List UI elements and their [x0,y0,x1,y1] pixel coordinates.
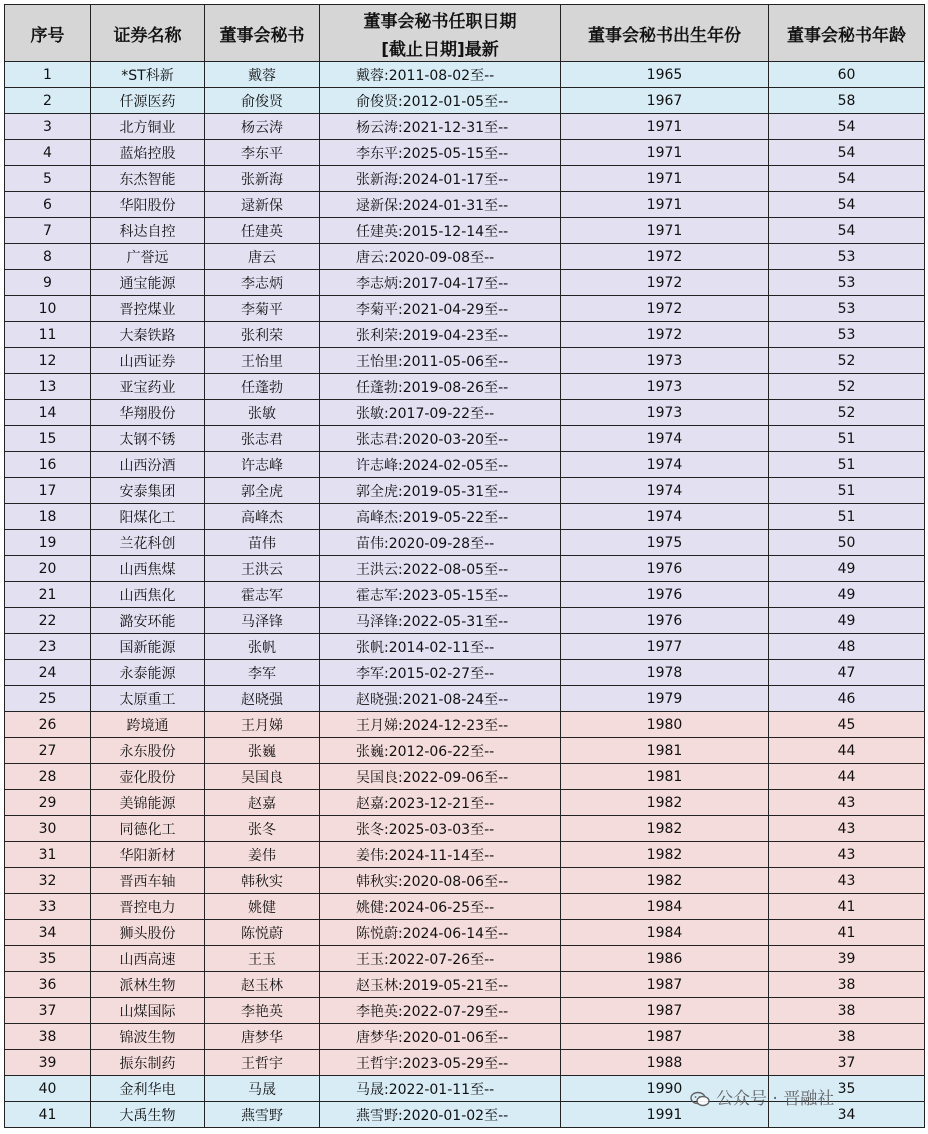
cell-secretary: 王哲宇 [205,1050,320,1076]
cell-seq: 1 [5,62,91,88]
cell-security-name: 仟源医药 [91,88,205,114]
cell-seq: 24 [5,660,91,686]
cell-seq: 10 [5,296,91,322]
cell-secretary: 李志炳 [205,270,320,296]
cell-birth-year: 1972 [561,270,769,296]
cell-seq: 36 [5,972,91,998]
cell-age: 49 [769,608,925,634]
cell-security-name: 科达自控 [91,218,205,244]
cell-security-name: 通宝能源 [91,270,205,296]
table-row [5,790,925,816]
cell-security-name: 兰花科创 [91,530,205,556]
cell-seq: 7 [5,218,91,244]
cell-security-name: 派林生物 [91,972,205,998]
cell-seq: 28 [5,764,91,790]
cell-birth-year: 1981 [561,738,769,764]
cell-term: 张巍:2012-06-22至-- [320,738,561,764]
cell-age: 54 [769,140,925,166]
cell-age: 44 [769,738,925,764]
table-row [5,686,925,712]
cell-seq: 15 [5,426,91,452]
cell-birth-year: 1974 [561,504,769,530]
cell-security-name: 东杰智能 [91,166,205,192]
cell-security-name: 安泰集团 [91,478,205,504]
table-row [5,634,925,660]
table-row [5,582,925,608]
cell-birth-year: 1976 [561,582,769,608]
cell-secretary: 高峰杰 [205,504,320,530]
cell-secretary: 姚健 [205,894,320,920]
cell-term: 高峰杰:2019-05-22至-- [320,504,561,530]
cell-seq: 29 [5,790,91,816]
cell-age: 54 [769,166,925,192]
cell-security-name: 永东股份 [91,738,205,764]
cell-age: 43 [769,790,925,816]
cell-birth-year: 1971 [561,192,769,218]
table-row [5,816,925,842]
table-row [5,348,925,374]
cell-secretary: 张帆 [205,634,320,660]
cell-seq: 6 [5,192,91,218]
cell-seq: 23 [5,634,91,660]
cell-secretary: 马晟 [205,1076,320,1102]
cell-age: 50 [769,530,925,556]
table-row [5,556,925,582]
cell-security-name: 华阳股份 [91,192,205,218]
cell-seq: 19 [5,530,91,556]
table-row [5,660,925,686]
cell-birth-year: 1987 [561,1024,769,1050]
table-row [5,426,925,452]
cell-term: 任蓬勃:2019-08-26至-- [320,374,561,400]
cell-secretary: 张利荣 [205,322,320,348]
cell-term: 王玉:2022-07-26至-- [320,946,561,972]
cell-secretary: 王怡里 [205,348,320,374]
cell-security-name: *ST科新 [91,62,205,88]
cell-age: 41 [769,894,925,920]
cell-seq: 2 [5,88,91,114]
table-row [5,166,925,192]
cell-security-name: 永泰能源 [91,660,205,686]
cell-secretary: 赵玉林 [205,972,320,998]
cell-birth-year: 1984 [561,920,769,946]
cell-seq: 27 [5,738,91,764]
cell-birth-year: 1982 [561,842,769,868]
cell-seq: 35 [5,946,91,972]
cell-term: 张冬:2025-03-03至-- [320,816,561,842]
cell-security-name: 狮头股份 [91,920,205,946]
cell-secretary: 杨云涛 [205,114,320,140]
cell-birth-year: 1977 [561,634,769,660]
cell-age: 52 [769,348,925,374]
secretary-table [4,4,925,1128]
table-row [5,1050,925,1076]
cell-term: 张新海:2024-01-17至-- [320,166,561,192]
cell-seq: 34 [5,920,91,946]
cell-birth-year: 1982 [561,868,769,894]
table-row [5,504,925,530]
cell-age: 51 [769,426,925,452]
header-row [5,5,925,34]
cell-security-name: 美锦能源 [91,790,205,816]
cell-term: 赵嘉:2023-12-21至-- [320,790,561,816]
cell-security-name: 山西焦化 [91,582,205,608]
cell-age: 58 [769,88,925,114]
wechat-icon [690,1091,710,1107]
cell-secretary: 李菊平 [205,296,320,322]
cell-secretary: 韩秋实 [205,868,320,894]
table-row [5,530,925,556]
cell-seq: 14 [5,400,91,426]
cell-term: 霍志军:2023-05-15至-- [320,582,561,608]
cell-security-name: 山煤国际 [91,998,205,1024]
cell-security-name: 太原重工 [91,686,205,712]
table-row [5,946,925,972]
cell-seq: 30 [5,816,91,842]
cell-security-name: 大禹生物 [91,1102,205,1128]
cell-term: 赵晓强:2021-08-24至-- [320,686,561,712]
cell-security-name: 山西汾酒 [91,452,205,478]
cell-seq: 21 [5,582,91,608]
cell-security-name: 山西高速 [91,946,205,972]
cell-security-name: 晋控煤业 [91,296,205,322]
cell-term: 郭全虎:2019-05-31至-- [320,478,561,504]
cell-security-name: 壶化股份 [91,764,205,790]
cell-age: 35 [769,1076,925,1102]
cell-birth-year: 1973 [561,374,769,400]
cell-age: 51 [769,452,925,478]
cell-birth-year: 1982 [561,816,769,842]
cell-seq: 39 [5,1050,91,1076]
cell-birth-year: 1981 [561,764,769,790]
cell-birth-year: 1991 [561,1102,769,1128]
cell-term: 俞俊贤:2012-01-05至-- [320,88,561,114]
cell-seq: 31 [5,842,91,868]
table-row [5,322,925,348]
cell-term: 张帆:2014-02-11至-- [320,634,561,660]
cell-security-name: 同德化工 [91,816,205,842]
cell-term: 张敏:2017-09-22至-- [320,400,561,426]
cell-birth-year: 1967 [561,88,769,114]
cell-birth-year: 1978 [561,660,769,686]
table-row [5,192,925,218]
cell-age: 54 [769,218,925,244]
cell-birth-year: 1976 [561,608,769,634]
cell-term: 李志炳:2017-04-17至-- [320,270,561,296]
cell-term: 张利荣:2019-04-23至-- [320,322,561,348]
cell-term: 许志峰:2024-02-05至-- [320,452,561,478]
header-term-line1: 董事会秘书任职日期 [320,5,561,34]
cell-security-name: 金利华电 [91,1076,205,1102]
cell-seq: 16 [5,452,91,478]
header-age: 董事会秘书年龄 [769,5,925,62]
cell-seq: 3 [5,114,91,140]
cell-seq: 12 [5,348,91,374]
cell-age: 53 [769,244,925,270]
cell-secretary: 马泽锋 [205,608,320,634]
cell-security-name: 潞安环能 [91,608,205,634]
cell-secretary: 王月娣 [205,712,320,738]
cell-seq: 8 [5,244,91,270]
cell-age: 38 [769,1024,925,1050]
header-term-line2: [截止日期]最新 [320,33,561,62]
cell-secretary: 郭全虎 [205,478,320,504]
cell-security-name: 振东制药 [91,1050,205,1076]
cell-birth-year: 1987 [561,998,769,1024]
cell-age: 49 [769,556,925,582]
cell-birth-year: 1990 [561,1076,769,1102]
table-row [5,478,925,504]
cell-birth-year: 1974 [561,478,769,504]
cell-term: 戴蓉:2011-08-02至-- [320,62,561,88]
cell-term: 姜伟:2024-11-14至-- [320,842,561,868]
cell-term: 王月娣:2024-12-23至-- [320,712,561,738]
cell-birth-year: 1971 [561,114,769,140]
cell-term: 王怡里:2011-05-06至-- [320,348,561,374]
table-row [5,140,925,166]
cell-secretary: 李艳英 [205,998,320,1024]
cell-age: 34 [769,1102,925,1128]
cell-term: 赵玉林:2019-05-21至-- [320,972,561,998]
cell-age: 52 [769,400,925,426]
table-row [5,920,925,946]
cell-age: 54 [769,114,925,140]
table-row [5,894,925,920]
cell-age: 43 [769,842,925,868]
cell-secretary: 王玉 [205,946,320,972]
cell-secretary: 张志君 [205,426,320,452]
cell-term: 王洪云:2022-08-05至-- [320,556,561,582]
cell-birth-year: 1980 [561,712,769,738]
cell-age: 43 [769,816,925,842]
cell-seq: 20 [5,556,91,582]
cell-seq: 13 [5,374,91,400]
cell-age: 49 [769,582,925,608]
cell-secretary: 许志峰 [205,452,320,478]
table-row [5,400,925,426]
cell-birth-year: 1987 [561,972,769,998]
watermark [690,1084,834,1109]
cell-age: 46 [769,686,925,712]
cell-security-name: 亚宝药业 [91,374,205,400]
cell-age: 45 [769,712,925,738]
cell-secretary: 赵晓强 [205,686,320,712]
cell-birth-year: 1976 [561,556,769,582]
table-body [5,62,925,1128]
cell-term: 李艳英:2022-07-29至-- [320,998,561,1024]
cell-secretary: 燕雪野 [205,1102,320,1128]
table-row [5,452,925,478]
cell-term: 韩秋实:2020-08-06至-- [320,868,561,894]
cell-secretary: 戴蓉 [205,62,320,88]
cell-age: 47 [769,660,925,686]
cell-age: 51 [769,504,925,530]
table-row [5,842,925,868]
cell-term: 任建英:2015-12-14至-- [320,218,561,244]
cell-term: 李军:2015-02-27至-- [320,660,561,686]
cell-term: 张志君:2020-03-20至-- [320,426,561,452]
cell-seq: 17 [5,478,91,504]
cell-secretary: 苗伟 [205,530,320,556]
table-row [5,62,925,88]
cell-birth-year: 1972 [561,296,769,322]
header-secretary: 董事会秘书 [205,5,320,62]
cell-secretary: 俞俊贤 [205,88,320,114]
cell-birth-year: 1971 [561,218,769,244]
cell-term: 杨云涛:2021-12-31至-- [320,114,561,140]
cell-secretary: 张冬 [205,816,320,842]
cell-secretary: 任建英 [205,218,320,244]
cell-secretary: 霍志军 [205,582,320,608]
cell-secretary: 陈悦蔚 [205,920,320,946]
cell-security-name: 华阳新材 [91,842,205,868]
cell-term: 吴国良:2022-09-06至-- [320,764,561,790]
cell-age: 44 [769,764,925,790]
cell-seq: 38 [5,1024,91,1050]
cell-seq: 25 [5,686,91,712]
cell-seq: 41 [5,1102,91,1128]
cell-age: 48 [769,634,925,660]
cell-secretary: 李军 [205,660,320,686]
table-wrapper [4,4,924,1128]
cell-security-name: 山西焦煤 [91,556,205,582]
cell-term: 姚健:2024-06-25至-- [320,894,561,920]
cell-term: 燕雪野:2020-01-02至-- [320,1102,561,1128]
cell-term: 陈悦蔚:2024-06-14至-- [320,920,561,946]
cell-security-name: 北方铜业 [91,114,205,140]
cell-birth-year: 1973 [561,400,769,426]
cell-age: 39 [769,946,925,972]
cell-security-name: 锦波生物 [91,1024,205,1050]
watermark-text: 公众号 · 晋融社 [716,1089,835,1109]
cell-term: 王哲宇:2023-05-29至-- [320,1050,561,1076]
cell-term: 唐梦华:2020-01-06至-- [320,1024,561,1050]
table-row [5,88,925,114]
cell-security-name: 晋控电力 [91,894,205,920]
cell-security-name: 国新能源 [91,634,205,660]
cell-seq: 9 [5,270,91,296]
table-row [5,1024,925,1050]
cell-birth-year: 1971 [561,140,769,166]
cell-seq: 11 [5,322,91,348]
cell-seq: 4 [5,140,91,166]
cell-birth-year: 1965 [561,62,769,88]
table-row [5,218,925,244]
cell-birth-year: 1972 [561,322,769,348]
cell-seq: 22 [5,608,91,634]
cell-secretary: 张新海 [205,166,320,192]
cell-security-name: 华翔股份 [91,400,205,426]
table-row [5,738,925,764]
table-row [5,374,925,400]
cell-term: 逯新保:2024-01-31至-- [320,192,561,218]
table-row [5,712,925,738]
cell-seq: 40 [5,1076,91,1102]
cell-security-name: 大秦铁路 [91,322,205,348]
cell-age: 54 [769,192,925,218]
cell-age: 43 [769,868,925,894]
cell-security-name: 跨境通 [91,712,205,738]
cell-security-name: 山西证券 [91,348,205,374]
cell-birth-year: 1971 [561,166,769,192]
cell-security-name: 太钢不锈 [91,426,205,452]
table-row [5,998,925,1024]
cell-secretary: 王洪云 [205,556,320,582]
cell-age: 60 [769,62,925,88]
cell-age: 51 [769,478,925,504]
cell-seq: 32 [5,868,91,894]
cell-security-name: 阳煤化工 [91,504,205,530]
cell-birth-year: 1972 [561,244,769,270]
cell-security-name: 广誉远 [91,244,205,270]
cell-birth-year: 1984 [561,894,769,920]
cell-age: 38 [769,972,925,998]
cell-birth-year: 1975 [561,530,769,556]
cell-term: 李菊平:2021-04-29至-- [320,296,561,322]
cell-secretary: 任蓬勃 [205,374,320,400]
cell-secretary: 唐梦华 [205,1024,320,1050]
cell-secretary: 姜伟 [205,842,320,868]
cell-birth-year: 1974 [561,452,769,478]
cell-security-name: 晋西车轴 [91,868,205,894]
table-row [5,608,925,634]
table-row [5,270,925,296]
cell-age: 41 [769,920,925,946]
cell-secretary: 逯新保 [205,192,320,218]
cell-term: 苗伟:2020-09-28至-- [320,530,561,556]
cell-secretary: 张敏 [205,400,320,426]
table-row [5,972,925,998]
cell-birth-year: 1973 [561,348,769,374]
cell-age: 37 [769,1050,925,1076]
cell-seq: 5 [5,166,91,192]
cell-security-name: 蓝焰控股 [91,140,205,166]
table-row [5,868,925,894]
cell-birth-year: 1979 [561,686,769,712]
cell-birth-year: 1974 [561,426,769,452]
header-birth-year: 董事会秘书出生年份 [561,5,769,62]
cell-term: 李东平:2025-05-15至-- [320,140,561,166]
cell-seq: 18 [5,504,91,530]
cell-secretary: 张巍 [205,738,320,764]
cell-secretary: 李东平 [205,140,320,166]
header-name: 证券名称 [91,5,205,62]
cell-age: 38 [769,998,925,1024]
cell-secretary: 赵嘉 [205,790,320,816]
table-row [5,296,925,322]
header-seq: 序号 [5,5,91,62]
cell-age: 53 [769,322,925,348]
cell-birth-year: 1982 [561,790,769,816]
table-row [5,244,925,270]
cell-secretary: 唐云 [205,244,320,270]
cell-seq: 33 [5,894,91,920]
cell-term: 马泽锋:2022-05-31至-- [320,608,561,634]
cell-birth-year: 1988 [561,1050,769,1076]
cell-age: 52 [769,374,925,400]
cell-birth-year: 1986 [561,946,769,972]
cell-seq: 26 [5,712,91,738]
cell-term: 唐云:2020-09-08至-- [320,244,561,270]
cell-term: 马晟:2022-01-11至-- [320,1076,561,1102]
table-row [5,114,925,140]
table-row [5,764,925,790]
cell-secretary: 吴国良 [205,764,320,790]
cell-age: 53 [769,296,925,322]
cell-age: 53 [769,270,925,296]
cell-seq: 37 [5,998,91,1024]
